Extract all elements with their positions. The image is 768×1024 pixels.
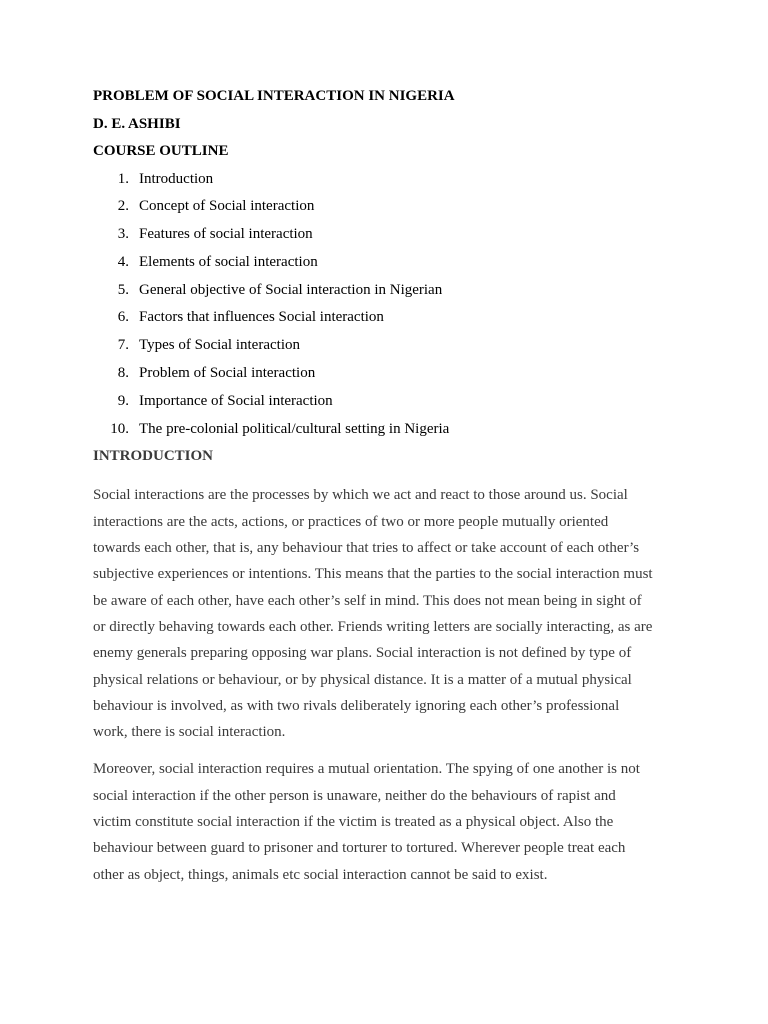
outline-item [93,307,678,327]
author-name: D. E. ASHIBI [93,115,181,132]
outline-item-number: 4. [117,253,129,270]
outline-item-text: Introduction [139,170,214,187]
outline-item [93,363,678,383]
outline-item [93,196,678,216]
outline-item-text: Elements of social interaction [139,253,318,270]
document-title: PROBLEM OF SOCIAL INTERACTION IN NIGERIA [93,88,455,104]
body-paragraph: Social interactions are the processes by which we act and react to those around us. Social interactions are the acts, actions, or practices of two or more people mutually oriented towards each other, that is, any behaviour that tries to affect or take account of each other’s subjective experiences or intentions. This means that the parties to the social interaction must be aware of each other, have each other’s self in mind. This does not mean being in sight of or directly behaving towards each other. Friends writing letters are socially interacting, as are enemy generals preparing opposing war plans. Social interaction is not defined by type of physical relations or behaviour, or by physical distance. It is a matter of a mutual physical behaviour is involved, as with two rivals deliberately ignoring each other’s professional work, there is social interaction. [93,487,653,741]
outline-item-number: 1. [117,170,129,187]
outline-item-text: Concept of Social interaction [139,198,315,215]
outline-item-text: Features of social interaction [139,226,313,243]
outline-item-text: Types of Social interaction [139,337,300,354]
outline-item-number: 7. [117,337,129,354]
outline-item-number: 8. [117,365,129,382]
outline-item [93,280,678,300]
course-outline-heading: COURSE OUTLINE [93,143,229,159]
document-page [93,86,678,888]
introduction-heading: INTRODUCTION [93,448,214,465]
outline-item-text: Problem of Social interaction [139,365,316,382]
body-paragraph: Moreover, social interaction requires a mutual orientation. The spying of one another is not social interaction if the other person is unaware, neither do the behaviours of rapist and victim constitute social interaction if the victim is treated as a physical object. Also the behaviour between guard to prisoner and torturer to tortured. Wherever people treat each other as object, things, animals etc social interaction cannot be said to exist. [93,761,640,883]
outline-item [93,224,678,244]
outline-item-text: Factors that influences Social interaction [139,309,384,326]
outline-item-text: General objective of Social interaction in Nigerian [139,281,443,298]
outline-item [93,419,678,439]
outline-item-number: 10. [110,420,129,437]
outline-item-number: 9. [117,392,129,409]
outline-item [93,169,678,189]
outline-item-text: The pre-colonial political/cultural setting in Nigeria [139,420,450,437]
outline-item [93,252,678,272]
outline-item-number: 5. [117,281,129,298]
outline-item [93,391,678,411]
course-outline-list [93,169,678,439]
outline-item-number: 3. [117,226,129,243]
outline-item-number: 2. [117,198,129,215]
outline-item [93,335,678,355]
outline-item-text: Importance of Social interaction [139,392,333,409]
outline-item-number: 6. [117,309,129,326]
